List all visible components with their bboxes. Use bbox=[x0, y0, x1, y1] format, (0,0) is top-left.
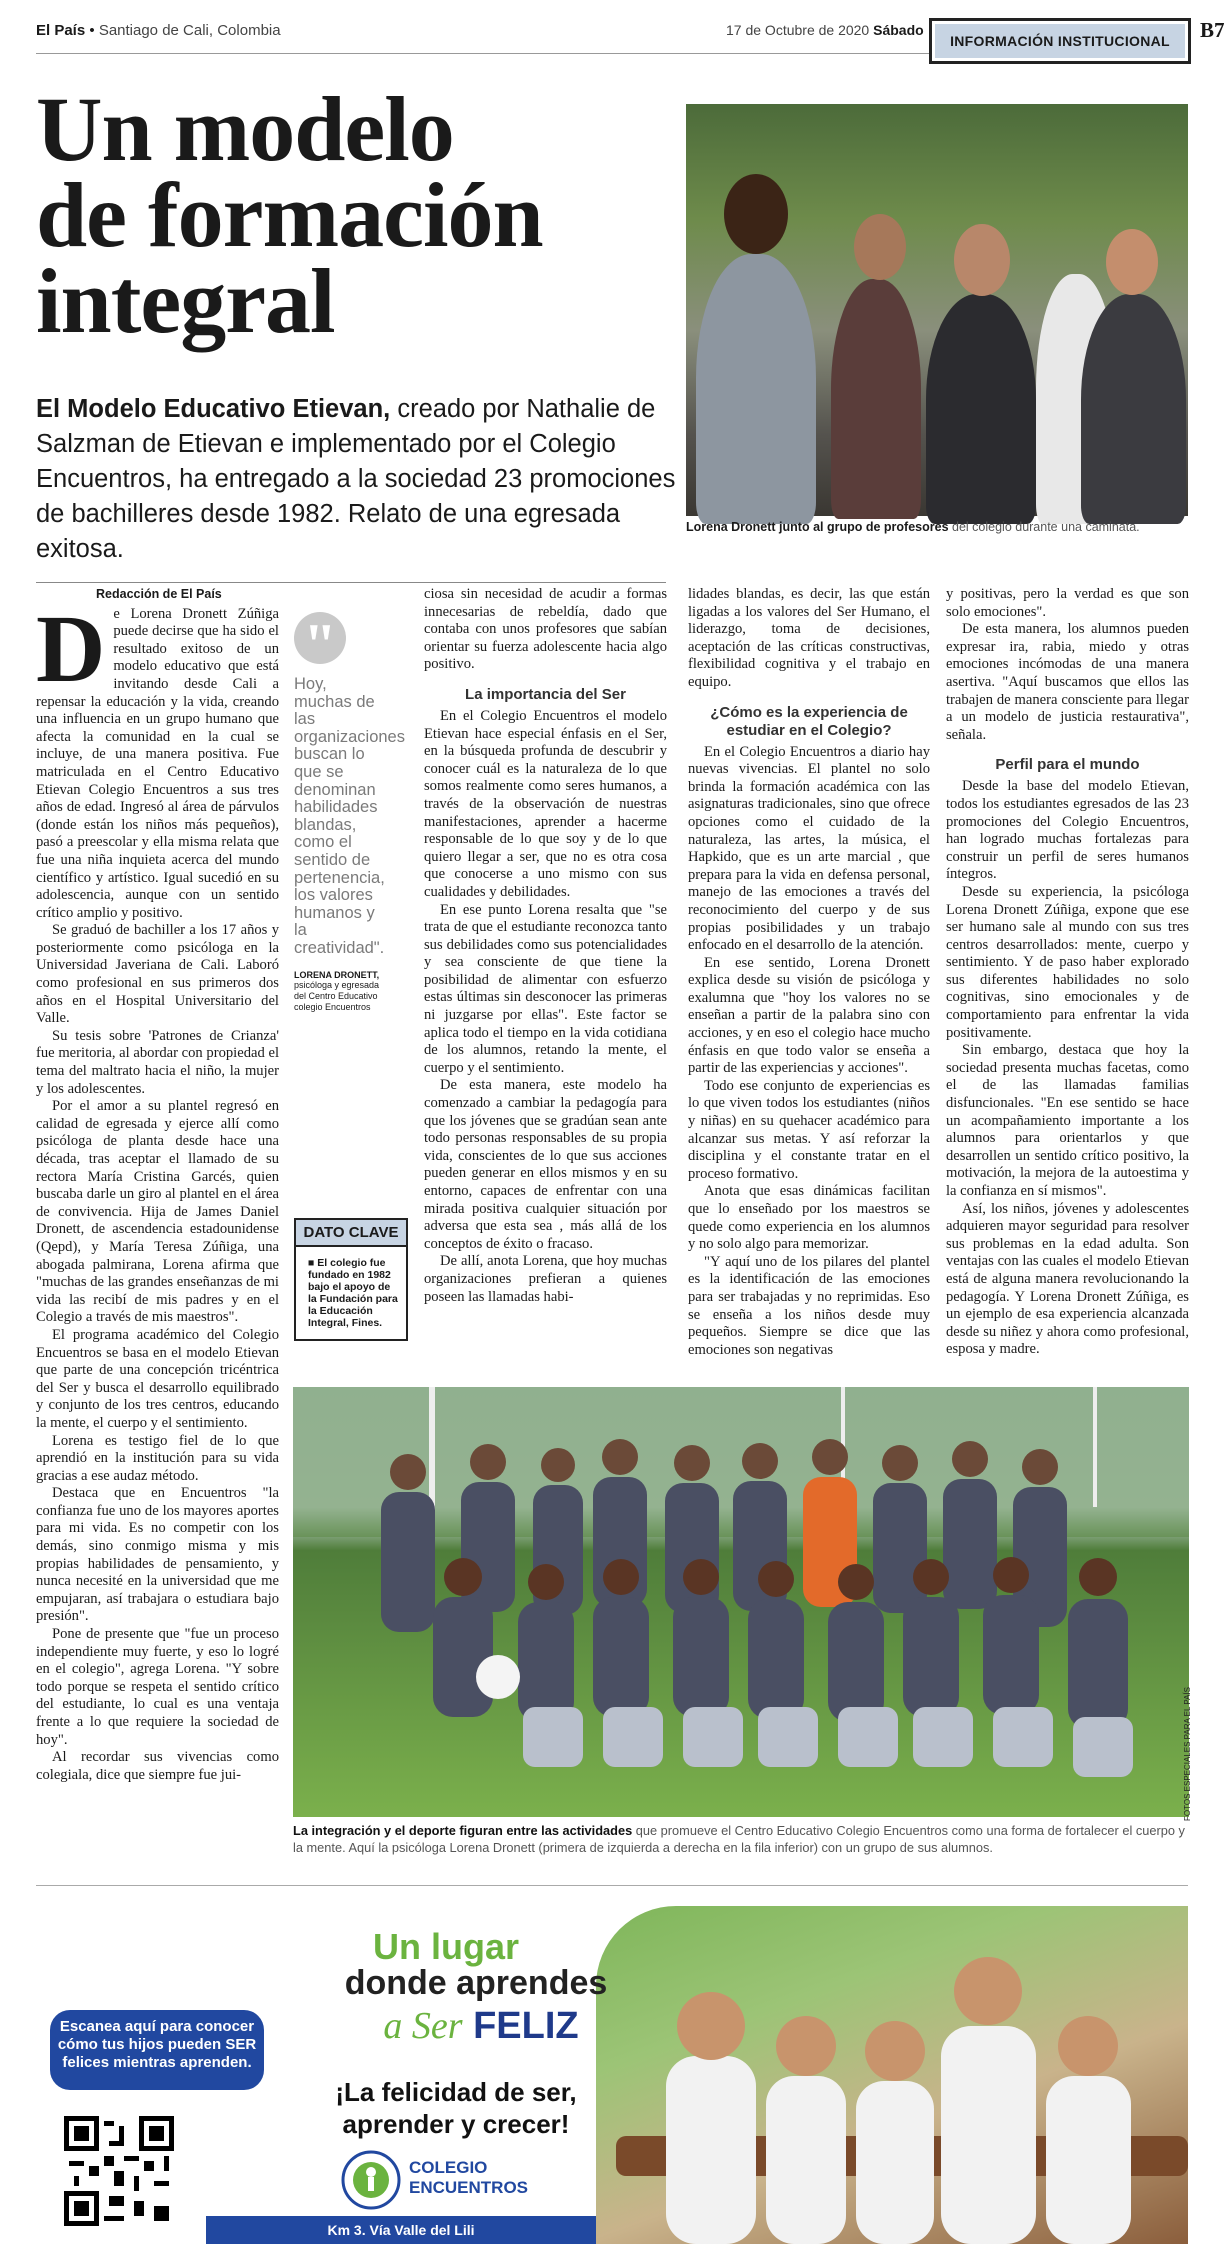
children-photo bbox=[596, 1906, 1188, 2244]
divider bbox=[36, 582, 666, 583]
paragraph: Lorena es testigo fiel de lo que aprendió en la institución para su vida gracias a ese audaz método. bbox=[36, 1432, 279, 1484]
ad-line-3 bbox=[321, 2004, 641, 2048]
address-bar: Km 3. Vía Valle del Lili bbox=[206, 2216, 596, 2244]
subhead-experiencia: ¿Cómo es la experiencia de estudiar en el Colegio? bbox=[710, 703, 908, 739]
photo2-caption-bold: La integración y el deporte figuran entre las actividades bbox=[293, 1823, 633, 1838]
paragraph: Desde su experiencia, la psicóloga Lorena Dronett Zúñiga, expone que ese ser humano sale al mundo con sus tres centros desarrollados: mente, cuerpo y sentimiento. Y de paso haber explorado sus diferentes habilidades no solo cognitivas, sino emocionales y de comportamiento para enfrentar la vida positivamente. bbox=[946, 883, 1189, 1041]
bullet: • bbox=[89, 22, 95, 39]
paragraph: De allí, anota Lorena, que hoy muchas organizaciones prefieran a quienes poseen las llamadas habi- bbox=[424, 1253, 667, 1305]
divider bbox=[36, 1885, 1188, 1886]
day-text: Sábado bbox=[873, 22, 924, 38]
photo1-caption-rest: del colegio durante una caminata. bbox=[948, 520, 1140, 534]
ad-line-2: donde aprendes bbox=[344, 1964, 608, 2002]
ad-line-3a: a Ser bbox=[383, 2005, 463, 2047]
paragraph: Así, los niños, jóvenes y adolescentes adquieren mayor seguridad para resolver sus problemas en la edad adulta. Son ventajas con las cuales el modelo Etievan está de alguna manera revolucionando la pedagogía. Y Lorena Dronett Zúñiga, es un ejemplo de esa experiencia alcanzada desde su niñez y ahora como profesional, esposa y madre. bbox=[946, 1200, 1189, 1358]
paragraph: ciosa sin necesidad de acudir a formas innecesarias de rebeldía, dado que contaba con unos profesores que sabían orientar su fuerza adolescente hacia algo positivo. bbox=[424, 586, 667, 673]
paragraph: Desde la base del modelo Etievan, todos los estudiantes egresados de las 23 promociones del Colegio Encuentros, han logrado muchas fortalezas para construir un perfil de seres humanos íntegros. bbox=[946, 778, 1189, 883]
headline-line: de formación bbox=[36, 164, 543, 266]
headline-line: Un modelo bbox=[36, 78, 454, 180]
quote-mark-icon: " bbox=[294, 612, 346, 664]
deck bbox=[36, 392, 676, 567]
header-left bbox=[36, 22, 281, 39]
headline-line: integral bbox=[36, 250, 335, 352]
students-photo bbox=[293, 1387, 1192, 1821]
pull-quote bbox=[294, 612, 405, 1013]
qr-code[interactable] bbox=[64, 2116, 174, 2226]
ad-line-3b: FELIZ bbox=[473, 2005, 579, 2047]
quote-text: Hoy, muchas de las organizaciones buscan lo que se denominan habilidades blandas, como el sentido de pertenencia, los valores humanos y la creatividad". bbox=[294, 675, 405, 957]
paragraph: Pone de presente que "fue un proceso independiente muy fuerte, y eso lo logré en el colegio", agrega Lorena. "Y sobre todo porque se respeta el sentido crítico del estudiante, lo cual es una ventaja frente a lo que requiere la sociedad de hoy". bbox=[36, 1626, 279, 1748]
photo-credit: FOTOS ESPECIALES PARA EL PAÍS bbox=[1183, 1687, 1192, 1821]
paragraph: Sin embargo, destaca que hoy la sociedad presenta muchas facetas, como el de las llamadas familias disfuncionales. "En ese sentido se hace un acompañamiento importante a los alumnos para orientarlos y que desarrollen un sentido crítico positivo, la motivación, la mejora de la autoestima y la confianza en sí mismos". bbox=[946, 1042, 1189, 1199]
photo2-caption bbox=[293, 1822, 1189, 1856]
article-column-4 bbox=[688, 586, 930, 1356]
location: Santiago de Cali, Colombia bbox=[98, 22, 281, 39]
subhead-importancia: La importancia del Ser bbox=[465, 685, 626, 703]
key-fact-text: ■ El colegio fue fundado en 1982 bajo el apoyo de la Fundación para la Educación Integral, Fines. bbox=[308, 1257, 398, 1329]
paragraph: Destaca que en Encuentros "la confianza fue uno de los mayores aportes para mi vida. Es no competir con los demás, sino conmigo misma y mis propias habilidades de pensamiento, y nunca necesité en la universidad que me empujaran, así trabajara o estudiara bajo presión". bbox=[36, 1485, 279, 1625]
institutional-label: INFORMACIÓN INSTITUCIONAL bbox=[935, 24, 1185, 58]
article-column-5 bbox=[946, 586, 1189, 1356]
paragraph: En ese punto Lorena resalta que "se trata de que el estudiante reconozca tanto sus debilidades como sus potencialidades y sea consciente de que tiene la posibilidad de alimentar con esfuerzo estas últimas sin desconocer las primeras ni juzgarse por ellas". Este factor se aplica todo el tiempo en la vida cotidiana de los alumnos, retando la mente, el cuerpo y el sentimiento. bbox=[424, 901, 667, 1076]
paragraph: Por el amor a su plantel regresó en calidad de egresada y ejerce allí como psicóloga de planta desde hace una década, tras aceptar el llamado de su rectora María Cristina Garcés, quien buscaba darle un giro al plantel en el área de convivencia. Hija de James Daniel Dronett, de ascendencia estadounidense (Qepd), y María Teresa Zúñiga, una abogada palmirana, Lorena afirma que "muchas de las grandes enseñanzas de mi vida las recibí de mis padres y en el Colegio a través de mis maestros". bbox=[36, 1098, 279, 1326]
photo2-caption-rest: que promueve el Centro Educativo Colegio Encuentros como una forma de fortalecer el cuerpo y la mente. Aquí la psicóloga Lorena Dronett (primera de izquierda a derecha en la fila inferior) con un grupo de sus alumnos. bbox=[293, 1823, 1185, 1855]
section-name: El País bbox=[36, 22, 86, 39]
ad-line-1: Un lugar bbox=[372, 1926, 519, 1967]
key-fact-box bbox=[294, 1218, 408, 1341]
key-fact-title: DATO CLAVE bbox=[296, 1220, 406, 1247]
teachers-photo bbox=[686, 104, 1188, 516]
headline bbox=[36, 78, 676, 352]
deck-bold: El Modelo Educativo Etievan, bbox=[36, 395, 391, 423]
school-logo bbox=[341, 2146, 601, 2216]
quote-name: LORENA DRONETT, bbox=[294, 969, 380, 980]
school-seal-icon bbox=[341, 2150, 401, 2210]
subhead-perfil: Perfil para el mundo bbox=[995, 756, 1140, 774]
quote-role: psicóloga y egresada del Centro Educativo colegio Encuentros bbox=[294, 979, 380, 1012]
byline: Redacción de El País bbox=[96, 587, 222, 601]
article-column-3 bbox=[424, 586, 667, 1356]
paragraph: Se graduó de bachiller a los 17 años y posteriormente como psicóloga en la Universidad Javeriana de Cali. Laboró como profesional en sus primeros dos años en el Hospital Universitario del Valle. bbox=[36, 922, 279, 1027]
logo-text-1: COLEGIO bbox=[409, 2158, 488, 2177]
paragraph: Su tesis sobre 'Patrones de Crianza' fue meritoria, al abordar con propiedad el tema del maltrato hacia el niño, la mujer y los adolescentes. bbox=[36, 1027, 279, 1097]
page-number: B7 bbox=[1200, 18, 1225, 42]
paragraph: Anota que esas dinámicas facilitan que lo enseñado por los maestros se quede como experiencia en los alumnos y no solo algo para memorizar. bbox=[688, 1183, 930, 1253]
paragraph: En el Colegio Encuentros a diario hay nuevas vivencias. El plantel no solo brinda la formación académica con las asignaturas tradicionales, sino que ofrece opciones como el cuidado de la naturaleza, las artes, la música, el Hapkido, que es un arte marcial , que prepara para la vida en defensa personal, manejo de las emociones a través del reconocimiento del cuerpo y de sus propias posibilidades y un trabajo enfocado en el desarrollo de la atención. bbox=[688, 743, 930, 954]
scan-bubble: Escanea aquí para conocer cómo tus hijos pueden SER felices mientras aprenden. bbox=[50, 2010, 264, 2090]
dropcap: D bbox=[36, 594, 106, 702]
institutional-box bbox=[929, 18, 1191, 64]
article-column-1 bbox=[36, 586, 279, 1856]
paragraph: Todo ese conjunto de experiencias es lo que viven todos los estudiantes (niños y niñas) en su quehacer académico para alcanzar sus metas. Y así reforzar la disciplina y el constante tratar en el proceso formativo. bbox=[688, 1077, 930, 1182]
page-header bbox=[36, 18, 1225, 54]
paragraph: e Lorena Dronett Zúñiga puede decirse que ha sido el resultado exitoso de un modelo educativo que está invitando desde Cali a repensar la educación y la vida, creando una influencia en un grupo humano que afecta la comunidad en la cual se incluye, de una manera positiva. Fue matriculada en el Centro Educativo Etievan Colegio Encuentros a sus tres años de edad. Ingresó al área de párvulos (donde están los niños más pequeños), pasó a preescolar y ella misma relata que fue una niña inquieta acerca del mundo científico y artístico. Igual sucedió en su adolescencia, aunque con un sentido crítico amplio y positivo. bbox=[36, 605, 279, 921]
paragraph: De esta manera, los alumnos pueden expresar ira, rabia, miedo y otras emociones incómodas de una manera asertiva. "Aquí buscamos que ellos las trabajen de manera consciente para llegar a un modelo de justicia restaurativa", señala. bbox=[946, 621, 1189, 743]
key-fact-body: El colegio fue fundado en 1982 bajo el apoyo de la Fundación para la Educación Integral, Fines. bbox=[308, 1257, 398, 1329]
date-text: 17 de Octubre de 2020 bbox=[726, 22, 870, 38]
photo1-caption bbox=[686, 520, 1188, 534]
paragraph: "Y aquí uno de los pilares del plantel es la identificación de las emociones para ser trabajadas y no reprimidas. Eso se enseña a los niños desde muy pequeños. Siempre se dice que las emociones son negativas bbox=[688, 1253, 930, 1358]
paragraph: lidades blandas, es decir, las que están ligadas a los valores del Ser Humano, el liderazgo, toma de decisiones, aceptación de las críticas constructivas, flexibilidad cognitiva y el trabajo en equipo. bbox=[688, 586, 930, 690]
paragraph: En el Colegio Encuentros el modelo Etievan hace especial énfasis en el Ser, en la búsqueda profunda de descubrir y conocer cuál es la naturaleza de lo que somos realmente como seres humanos, a través de la observación de nuestras manifestaciones, aprender a hacerme responsable de lo que soy y de lo que quiero llegar a ser, que no es otra cosa que conocerse a uno mismo con sus cualidades y debilidades. bbox=[424, 707, 667, 900]
paragraph: De esta manera, este modelo ha comenzado a cambiar la pedagogía para que los jóvenes que se gradúan sean ante todo personas responsables de su propia vida, conscientes de lo que sus acciones pueden generar en ellos mismos y en su entorno, capaces de enfrentar con una mirada positiva cualquier situación por adversa que esta sea , más allá de los conceptos de éxito o fracaso. bbox=[424, 1077, 667, 1252]
deck-rest: creado por Nathalie de Salzman de Etievan e implementado por el Colegio Encuentros, ha entregado a la sociedad 23 promociones de bachilleres desde 1982. Relato de una egresada exitosa. bbox=[36, 395, 676, 563]
logo-text-2: ENCUENTROS bbox=[409, 2178, 529, 2197]
school-advertisement bbox=[36, 1906, 1188, 2244]
students-illustration bbox=[293, 1387, 1189, 1817]
ad-tagline: ¡La felicidad de ser, aprender y crecer! bbox=[335, 2077, 577, 2139]
photo1-caption-bold: Lorena Dronett junto al grupo de profesores bbox=[686, 520, 949, 534]
header-date bbox=[726, 22, 924, 38]
paragraph: El programa académico del Colegio Encuentros se basa en el modelo Etievan que parte de una concepción tricéntrica del Ser y busca el desarrollo equilibrado y conjunto de los tres centros, educando la mente, el cuerpo y el sentimiento. bbox=[36, 1326, 279, 1431]
paragraph: Al recordar sus vivencias como colegiala, dice que siempre fue jui- bbox=[36, 1749, 279, 1783]
paragraph: En ese sentido, Lorena Dronett explica desde su visión de psicóloga y exalumna que "hoy los valores no se enseñan a partir de la palabra sino con acciones, y en eso el colegio hace mucho énfasis en que todo valor se enseña a partir de las experiencias y acciones". bbox=[688, 954, 930, 1077]
paragraph: y positivas, pero la verdad es que son solo emociones". bbox=[946, 586, 1189, 620]
